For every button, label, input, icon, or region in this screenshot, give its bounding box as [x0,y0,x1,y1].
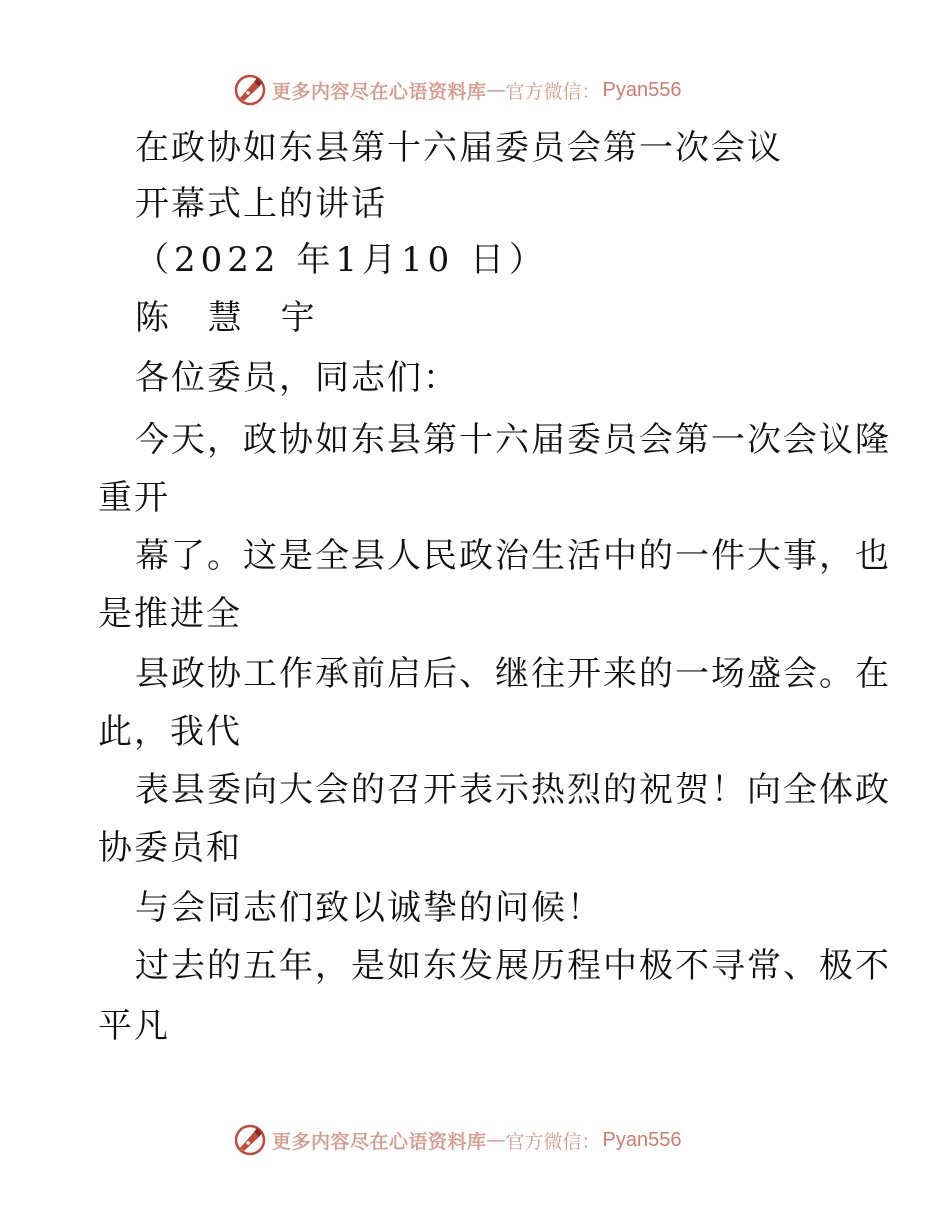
body-line: 此，我代 [98,712,242,752]
watermark-wechat-id: Pyan556 [602,78,682,101]
footer-watermark [232,1120,682,1160]
header-watermark [232,70,682,110]
body-line: 今天，政协如东县第十六届委员会第一次会议隆 [135,420,891,460]
watermark-wechat-label: 官方微信： [505,1130,601,1153]
document-title-line-2: 开幕式上的讲话 [135,184,387,224]
watermark-text: 更多内容尽在心语资料库 [272,80,487,103]
document-date: （2022 年1月10 日） [135,240,549,280]
body-line: 与会同志们致以诚挚的问候！ [135,888,603,928]
body-line: 协委员和 [98,828,242,868]
pen-nib-circle-icon [232,1122,268,1158]
body-line: 过去的五年，是如东发展历程中极不寻常、极不 [135,946,891,986]
watermark-wechat-id: Pyan556 [602,1128,682,1151]
body-line: 县政协工作承前启后、继往开来的一场盛会。在 [135,654,891,694]
body-line: 平凡 [98,1006,170,1046]
watermark-text: 更多内容尽在心语资料库 [272,1130,487,1153]
document-salutation: 各位委员，同志们： [135,358,459,398]
pen-nib-circle-icon [232,72,268,108]
document-author: 陈 慧 宇 [135,298,329,338]
document-title-line-1: 在政协如东县第十六届委员会第一次会议 [135,128,783,168]
body-line: 表县委向大会的召开表示热烈的祝贺！向全体政 [135,770,891,810]
body-line: 重开 [98,478,170,518]
body-line: 幕了。这是全县人民政治生活中的一件大事，也 [135,536,891,576]
watermark-wechat-label: 官方微信： [505,80,601,103]
watermark-separator: — [486,1129,506,1151]
body-line: 是推进全 [98,594,242,634]
watermark-separator: — [486,79,506,101]
